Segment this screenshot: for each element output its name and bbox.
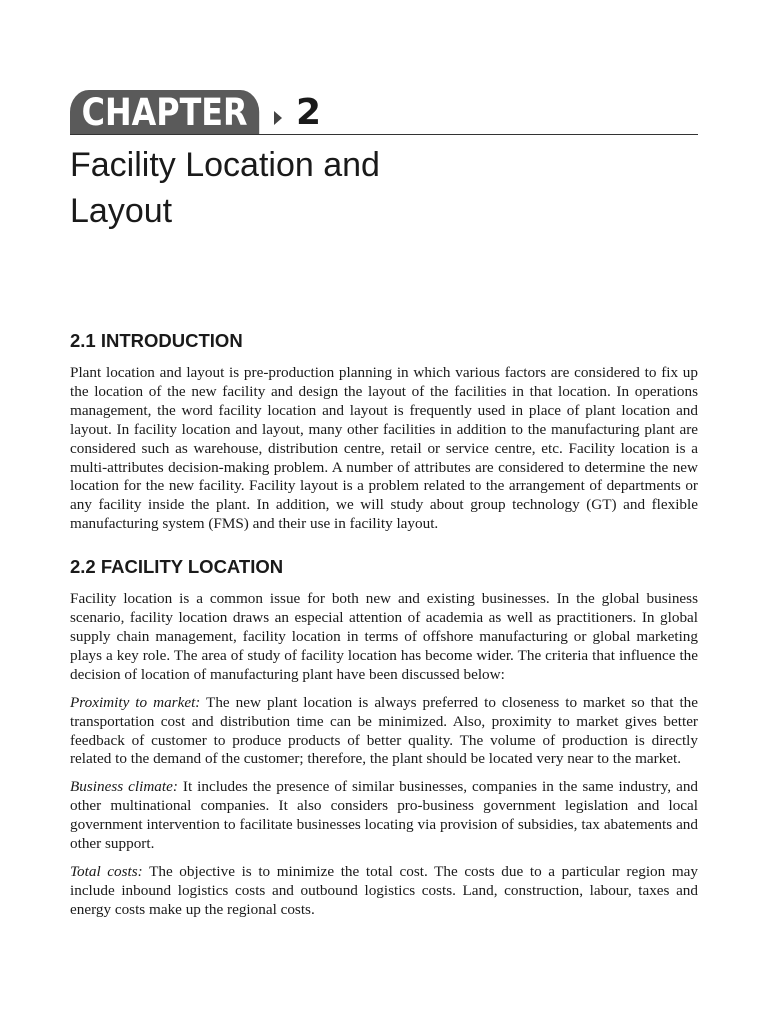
proximity-text: The new plant location is always preferred to closeness to market so that the transportation cost and distribution time can be minimized. Also, proximity to market gives better feedback of customer to produce products of better quality. The volume of production is directly related to the demand of the customer; therefore, the plant should be located very near to the market. (70, 693, 698, 768)
total-costs-label: Total costs: (70, 862, 143, 880)
introduction-paragraph: Plant location and layout is pre-production planning in which various factors are considered to fix up the location of the new facility and design the layout of the facilities in that location. In operations management, the word facility location and layout is frequently used in place of plant location and layout. In facility location and layout, many other facilities in addition to the manufacturing plant are considered such as warehouse, distribution centre, retail or service centre, etc. Facility location is a multi-attributes decision-making problem. A number of attributes are considered to determine the new location for the new facility. Facility layout is a problem related to the arrangement of departments or any facility inside the plant. In addition, we will study about group technology (GT) and flexible manufacturing system (FMS) and their use in facility layout. (70, 364, 698, 533)
total-costs-paragraph (70, 863, 698, 920)
chapter-rule (70, 134, 698, 135)
total-costs-text: The objective is to minimize the total cost. The costs due to a particular region may include inbound logistics costs and outbound logistics costs. Land, construction, labour, taxes and energy costs make up the regional costs. (70, 862, 698, 918)
proximity-label: Proximity to market: (70, 693, 201, 711)
chapter-number: 2 (296, 92, 322, 133)
business-climate-paragraph (70, 778, 698, 854)
chapter-tab-label: CHAPTER (70, 90, 259, 134)
chapter-arrow-icon (274, 111, 282, 125)
section-heading-facility-location: 2.2 FACILITY LOCATION (70, 556, 284, 578)
facility-location-paragraph: Facility location is a common issue for both new and existing businesses. In the global business scenario, facility location draws an especial attention of academia as well as practitioners. In global supply chain management, facility location in terms of offshore manufacturing or global marketing plays a key role. The area of study of facility location has become wider. The criteria that influence the decision of location of manufacturing plant have been discussed below: (70, 590, 698, 683)
business-climate-text: It includes the presence of similar businesses, companies in the same industry, and other multinational companies. It also considers pro-business government legislation and local government intervention to facilitate businesses locating via provision of subsidies, tax abatements and other support. (70, 778, 699, 853)
page-content (70, 328, 698, 920)
chapter-title-line2: Layout (70, 192, 173, 230)
chapter-title-line1: Facility Location and (70, 146, 380, 184)
proximity-paragraph (70, 694, 698, 770)
business-climate-label: Business climate: (70, 778, 178, 796)
chapter-title (70, 142, 570, 234)
section-heading-introduction: 2.1 INTRODUCTION (70, 330, 243, 351)
chapter-header (70, 90, 698, 136)
